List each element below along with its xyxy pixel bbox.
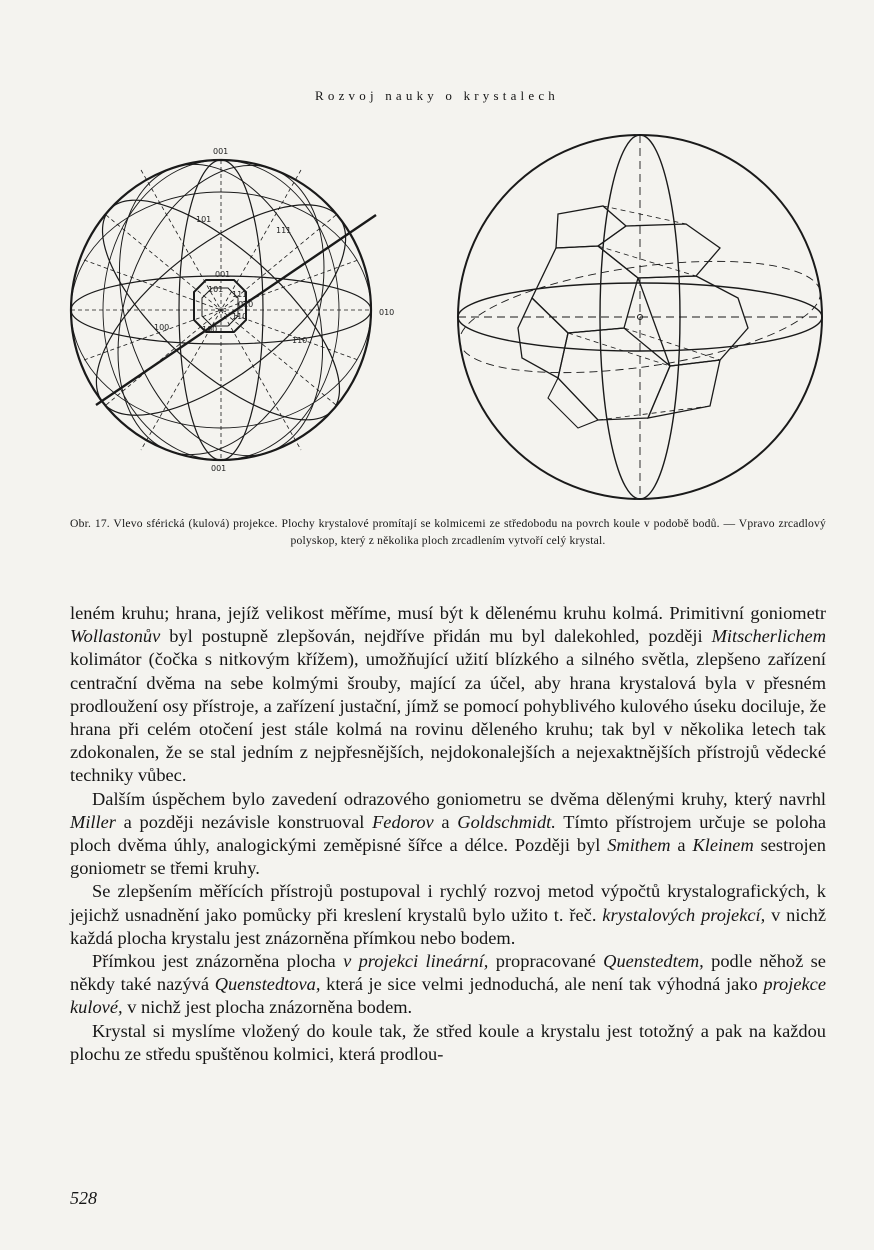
label-center-100: 100 (202, 325, 218, 334)
label-center-110: 110 (232, 312, 248, 321)
label-center-010: 010 (238, 300, 254, 309)
mirror-polyscope-svg (448, 128, 832, 506)
label-010: 010 (379, 308, 395, 317)
label-001-top: 001 (213, 147, 229, 156)
label-001-bottom: 001 (211, 464, 227, 473)
label-center-101: 101 (208, 285, 224, 294)
paragraph-4: Přímkou jest znázorněna plocha v projekci lineární, propracované Quenstedtem, podle něhož se někdy také nazývá Quenstedtova, která je sice velmi jednoduchá, ale není tak výhodná jako projekce kulové, v nichž jest plocha znázorněna bodem. (70, 951, 826, 1018)
label-101: 101 (196, 215, 212, 224)
label-center-001: 001 (215, 270, 231, 279)
figure-caption: Obr. 17. Vlevo sférická (kulová) projekce. Plochy krystalové promítají se kolmicemi ze středobodu na povrch koule v podobě bodů. — Vpravo zrcadlový polyskop, který z několika ploch zrcadlením vytvoří celý krystal. (70, 517, 826, 547)
label-111: 111 (276, 226, 292, 235)
spherical-projection-svg (66, 140, 396, 480)
mirror-polyscope-figure (448, 128, 832, 506)
paragraph-5: Krystal si myslíme vložený do koule tak, že střed koule a krystalu jest totožný a pak na každou plochu ze středu spuštěnou kolmici, která prodlou- (70, 1020, 826, 1064)
page-number: 528 (70, 1188, 97, 1208)
label-100: 100 (154, 323, 170, 332)
spherical-projection-figure (66, 140, 396, 480)
label-110: 110 (292, 336, 308, 345)
paragraph-1: leném kruhu; hrana, jejíž velikost měříme, musí být k dělenému kruhu kolmá. Primitivní goniometr Wollastonův byl postupně zlepšován, nejdříve přidán mu byl dalekohled, později Mitscherlichem kolimátor (čočka s nitkovým křížem), umožňující užití blízkého a silného světla, zlepšeno zařízení centrační dvěma na sebe kolmými šrouby, mající za účel, aby hrana krystalová byla v přesném prodloužení osy přístroje, a zařízení justační, jímž se pomocí pohyblivého kulového úseku dociluje, že hrana při celém otočení jest stále kolmá na rovinu děleného kruhu; tak byl v několika letech tak zdokonalen, že se stal jedním z nejpřesnějších, nejdokonalejších a nejexaktnějších přístrojů vědecké techniky vůbec. (70, 603, 826, 786)
paragraph-2: Dalším úspěchem bylo zavedení odrazového goniometru se dvěma dělenými kruhy, který navrhl Miller a později nezávisle konstruoval Fedorov a Goldschmidt. Tímto přístrojem určuje se poloha ploch dvěma úhly, analogickými zeměpisné šířce a délce. Později byl Smithem a Kleinem sestrojen goniometr se třemi kruhy. (70, 788, 826, 879)
body-text (70, 602, 826, 1066)
paragraph-3: Se zlepšením měřících přístrojů postupoval i rychlý rozvoj metod výpočtů krystalografických, k jejichž usnadnění jako pomůcky při kreslení krystalů bylo užito t. řeč. krystalových projekcí, v nichž každá plocha krystalu jest znázorněna přímkou nebo bodem. (70, 881, 826, 948)
label-center-111: 111 (232, 290, 248, 299)
running-head: Rozvoj nauky o krystalech (315, 88, 559, 103)
